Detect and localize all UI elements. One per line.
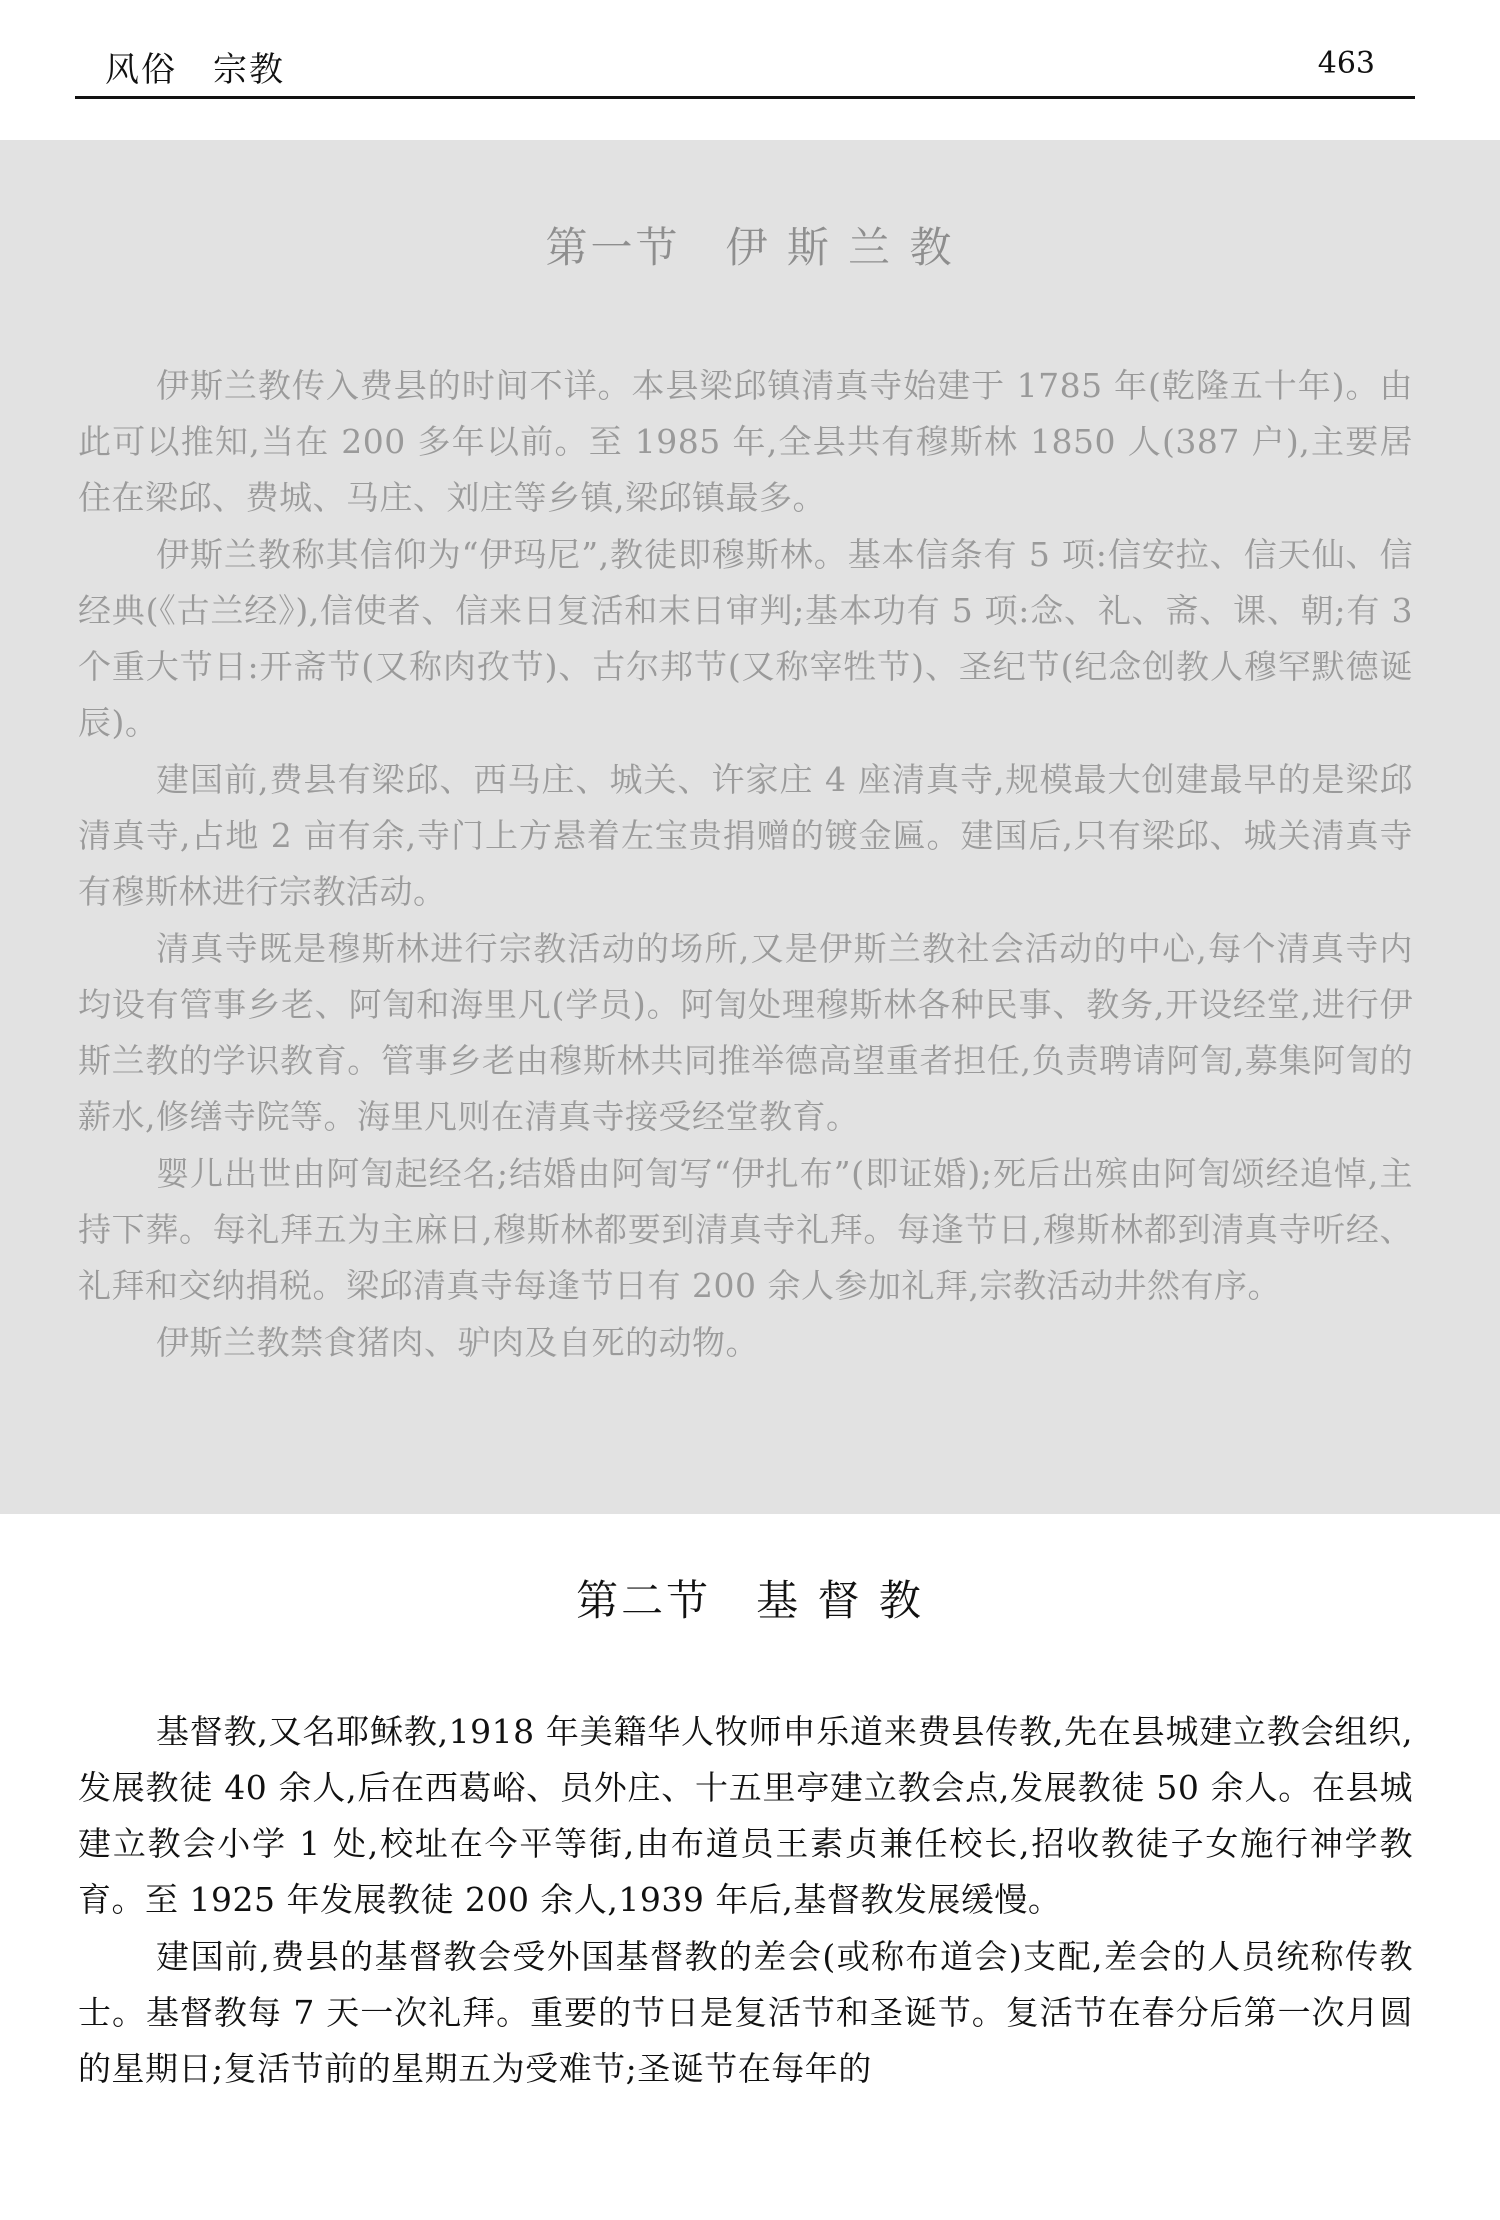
running-head-title: 风俗 宗教: [105, 50, 285, 90]
paragraph: 基督教,又名耶稣教,1918 年美籍华人牧师申乐道来费县传教,先在县城建立教会组织,发展教徒 40 余人,后在西葛峪、员外庄、十五里亭建立教会点,发展教徒 50 余人。在县城建立教会小学 1 处,校址在今平等街,由布道员王素贞兼任校长,招收教徒子女施行神学教育。至 1925 年发展教徒 200 余人,1939 年后,基督教发展缓慢。: [78, 1712, 1413, 1919]
section-title-islam: 第一节 伊 斯 兰 教: [545, 223, 955, 272]
page-header: [75, 32, 1415, 99]
section-islam-body: [78, 358, 1413, 1372]
paragraph: 清真寺既是穆斯林进行宗教活动的场所,又是伊斯兰教社会活动的中心,每个清真寺内均设有管事乡老、阿訇和海里凡(学员)。阿訇处理穆斯林各种民事、教务,开设经堂,进行伊斯兰教的学识教育。管事乡老由穆斯林共同推举德高望重者担任,负责聘请阿訇,募集阿訇的薪水,修缮寺院等。海里凡则在清真寺接受经堂教育。: [78, 929, 1413, 1136]
section-title-christianity: 第二节 基 督 教: [576, 1576, 924, 1625]
paragraph: 婴儿出世由阿訇起经名;结婚由阿訇写“伊扎布”(即证婚);死后出殡由阿訇颂经追悼,主持下葬。每礼拜五为主麻日,穆斯林都要到清真寺礼拜。每逢节日,穆斯林都到清真寺听经、礼拜和交纳捐税。梁邱清真寺每逢节日有 200 余人参加礼拜,宗教活动井然有序。: [78, 1154, 1413, 1305]
section-christianity: [0, 1514, 1500, 2220]
page-number: 463: [1317, 46, 1375, 81]
paragraph: 建国前,费县有梁邱、西马庄、城关、许家庄 4 座清真寺,规模最大创建最早的是梁邱清真寺,占地 2 亩有余,寺门上方悬着左宝贵捐赠的镀金匾。建国后,只有梁邱、城关清真寺有穆斯林进行宗教活动。: [78, 760, 1413, 911]
paragraph: 伊斯兰教禁食猪肉、驴肉及自死的动物。: [156, 1323, 759, 1362]
section-islam: [0, 140, 1500, 1514]
paragraph: 伊斯兰教称其信仰为“伊玛尼”,教徒即穆斯林。基本信条有 5 项:信安拉、信天仙、信经典(《古兰经》),信使者、信来日复活和末日审判;基本功有 5 项:念、礼、斋、课、朝;有 3 个重大节日:开斋节(又称肉孜节)、古尔邦节(又称宰牲节)、圣纪节(纪念创教人穆罕默德诞辰)。: [78, 535, 1413, 742]
paragraph: 建国前,费县的基督教会受外国基督教的差会(或称布道会)支配,差会的人员统称传教士。基督教每 7 天一次礼拜。重要的节日是复活节和圣诞节。复活节在春分后第一次月圆的星期日;复活节前的星期五为受难节;圣诞节在每年的: [78, 1937, 1413, 2088]
section-christianity-body: [78, 1704, 1413, 2098]
paragraph: 伊斯兰教传入费县的时间不详。本县梁邱镇清真寺始建于 1785 年(乾隆五十年)。由此可以推知,当在 200 多年以前。至 1985 年,全县共有穆斯林 1850 人(387 户),主要居住在梁邱、费城、马庄、刘庄等乡镇,梁邱镇最多。: [78, 366, 1413, 517]
